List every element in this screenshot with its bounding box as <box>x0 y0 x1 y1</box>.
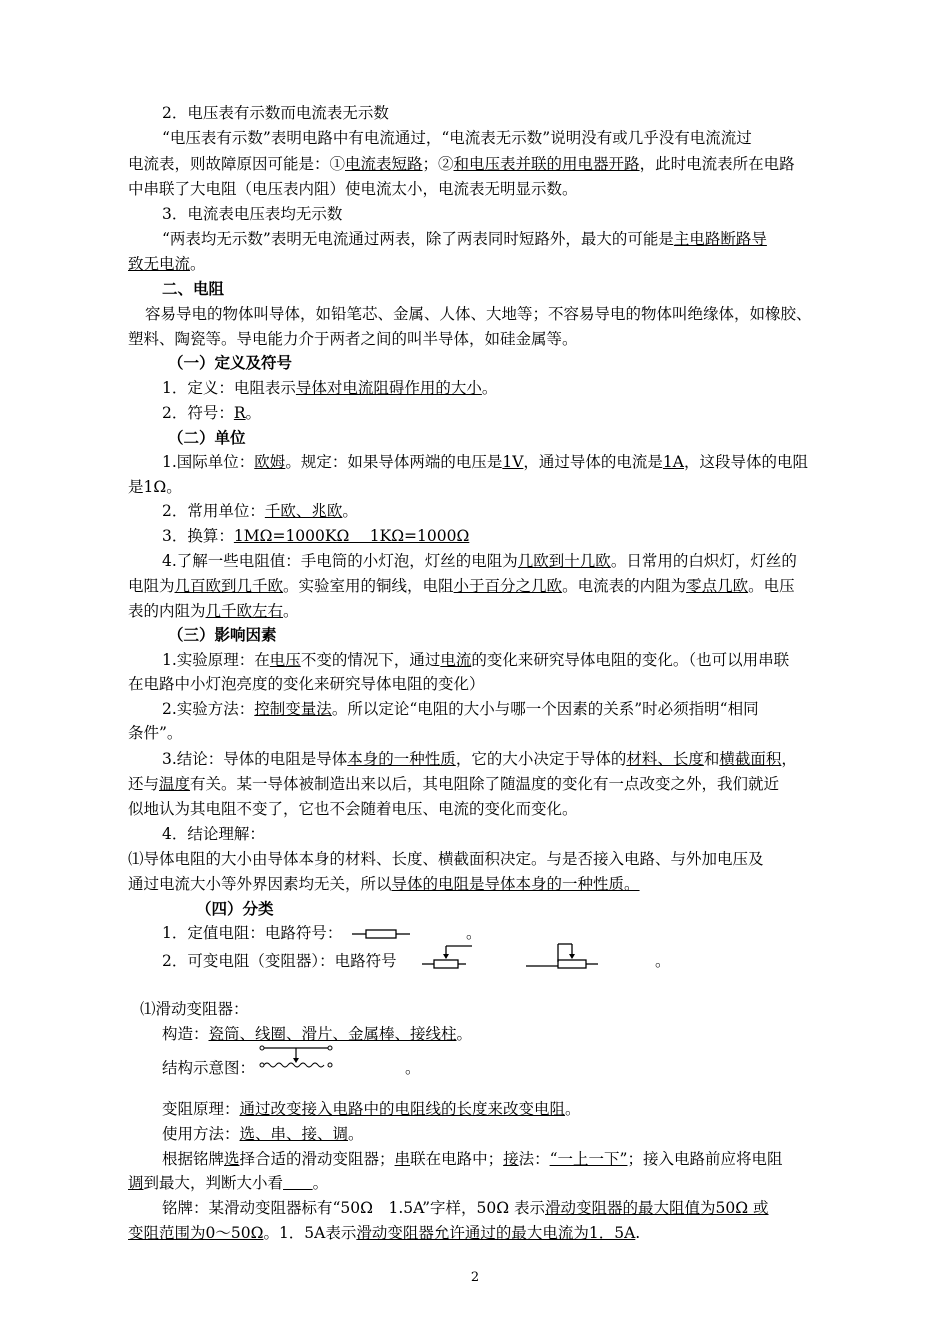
paragraph-line: 还与温度有关。某一导体被制造出来以后，其电阻除了随温度的变化有一点改变之外，我们就近 <box>128 775 780 793</box>
paragraph-line: 变阻范围为0～50Ω。1．5A表示滑动变阻器允许通过的最大电流为1．5A. <box>128 1224 641 1242</box>
paragraph-line: 铭牌：某滑动变阻器标有“50Ω 1.5A”字样，50Ω 表示滑动变阻器的最大阻值为50Ω 或 <box>162 1199 769 1217</box>
paragraph-line: 1.实验原理：在电压不变的情况下，通过电流的变化来研究导体电阻的变化。（也可以用串联 <box>162 651 790 669</box>
paragraph-line: 2.实验方法：控制变量法。所以定论“电阻的大小与哪一个因素的关系”时必须指明“相同 <box>162 700 759 718</box>
paragraph-line: 电流表，则故障原因可能是：①电流表短路；②和电压表并联的用电器开路，此时电流表所在电路 <box>128 155 795 173</box>
section-2-heading: 2．电压表有示数而电流表无示数 <box>162 104 389 122</box>
paragraph-line: 2．常用单位：千欧、兆欧。 <box>162 502 358 520</box>
paragraph-line: 是1Ω。 <box>128 478 182 496</box>
paragraph-line: 1．定义：电阻表示导体对电流阻碍作用的大小。 <box>162 379 498 397</box>
subheading-classification: （四）分类 <box>196 899 274 918</box>
rheostat-symbol <box>526 940 602 972</box>
chapter-heading: 二、电阻 <box>162 279 225 298</box>
paragraph-line: 使用方法：选、串、接、调。 <box>162 1125 364 1143</box>
page-number: 2 <box>470 1270 480 1285</box>
paragraph-line: 似地认为其电阻不变了，它也不会随着电压、电流的变化而变化。 <box>128 800 578 818</box>
subheading-definition: （一）定义及符号 <box>168 353 293 372</box>
paragraph-line: 2．可变电阻（变阻器）：电路符号 <box>162 952 397 970</box>
rheostat-structure-diagram <box>258 1043 338 1073</box>
paragraph-line: 中串联了大电阻（电压表内阻）使电流太小，电流表无明显示数。 <box>128 180 578 198</box>
variable-resistor-symbol <box>422 940 482 972</box>
section-3-heading: 3．电流表电压表均无示数 <box>162 205 343 223</box>
fixed-resistor-symbol <box>352 926 412 942</box>
paragraph-line: 4.了解一些电阻值：手电筒的小灯泡，灯丝的电阻为几欧到十几欧。日常用的白炽灯，灯丝的 <box>162 552 797 570</box>
paragraph-line: 条件”。 <box>128 724 183 742</box>
paragraph-line: 致无电流。 <box>128 255 206 273</box>
paragraph-line: 调到最大，判断大小看 。 <box>128 1174 329 1192</box>
paragraph-line: “两表均无示数”表明无电流通过两表，除了两表同时短路外，最大的可能是主电路断路导 <box>162 230 767 248</box>
paragraph-line: 3．换算：1MΩ=1000KΩ 1KΩ=1000Ω <box>162 527 470 545</box>
paragraph-line: 构造：瓷筒、线圈、滑片、金属棒、接线柱。 <box>162 1025 473 1043</box>
paragraph-line: 容易导电的物体叫导体，如铅笔芯、金属、人体、大地等；不容易导电的物体叫绝缘体，如橡胶、 <box>145 305 812 323</box>
paragraph-line: 1．定值电阻：电路符号： <box>162 924 343 942</box>
subheading-unit: （二）单位 <box>168 428 246 447</box>
paragraph-line: 2．符号：R。 <box>162 404 262 422</box>
paragraph-line: 电阻为几百欧到几千欧。实验室用的铜线，电阻小于百分之几欧。电流表的内阻为零点几欧。电压 <box>128 577 795 595</box>
paragraph-line: 在电路中小灯泡亮度的变化来研究导体电阻的变化） <box>128 675 485 693</box>
sentence-end: 。 <box>655 952 671 970</box>
sentence-end: 。 <box>466 924 482 942</box>
paragraph-line: 3.结论：导体的电阻是导体本身的一种性质，它的大小决定于导体的材料、长度和横截面积， <box>162 750 797 768</box>
paragraph-line: ⑴导体电阻的大小由导体本身的材料、长度、横截面积决定。与是否接入电路、与外加电压及 <box>128 850 764 868</box>
subheading-factors: （三）影响因素 <box>168 625 277 644</box>
paragraph-line: 结构示意图： <box>162 1059 256 1077</box>
paragraph-line: 变阻原理：通过改变接入电路中的电阻线的长度来改变电阻。 <box>162 1100 581 1118</box>
slide-rheostat-heading: ⑴滑动变阻器： <box>140 1000 249 1018</box>
paragraph-line: 塑料、陶瓷等。导电能力介于两者之间的叫半导体，如硅金属等。 <box>128 330 578 348</box>
paragraph-line: 4．结论理解： <box>162 825 265 843</box>
sentence-end: 。 <box>405 1059 421 1077</box>
paragraph-line: 根据铭牌选择合适的滑动变阻器；串联在电路中；接法：“一上一下”；接入电路前应将电阻 <box>162 1150 783 1168</box>
paragraph-line: 通过电流大小等外界因素均无关，所以导体的电阻是导体本身的一种性质。 <box>128 875 640 893</box>
paragraph-line: “电压表有示数”表明电路中有电流通过，“电流表无示数”说明没有或几乎没有电流流过 <box>162 129 752 147</box>
paragraph-line: 表的内阻为几千欧左右。 <box>128 602 299 620</box>
paragraph-line: 1.国际单位：欧姆。规定：如果导体两端的电压是1V，通过导体的电流是1A，这段导体的电阻 <box>162 453 808 471</box>
